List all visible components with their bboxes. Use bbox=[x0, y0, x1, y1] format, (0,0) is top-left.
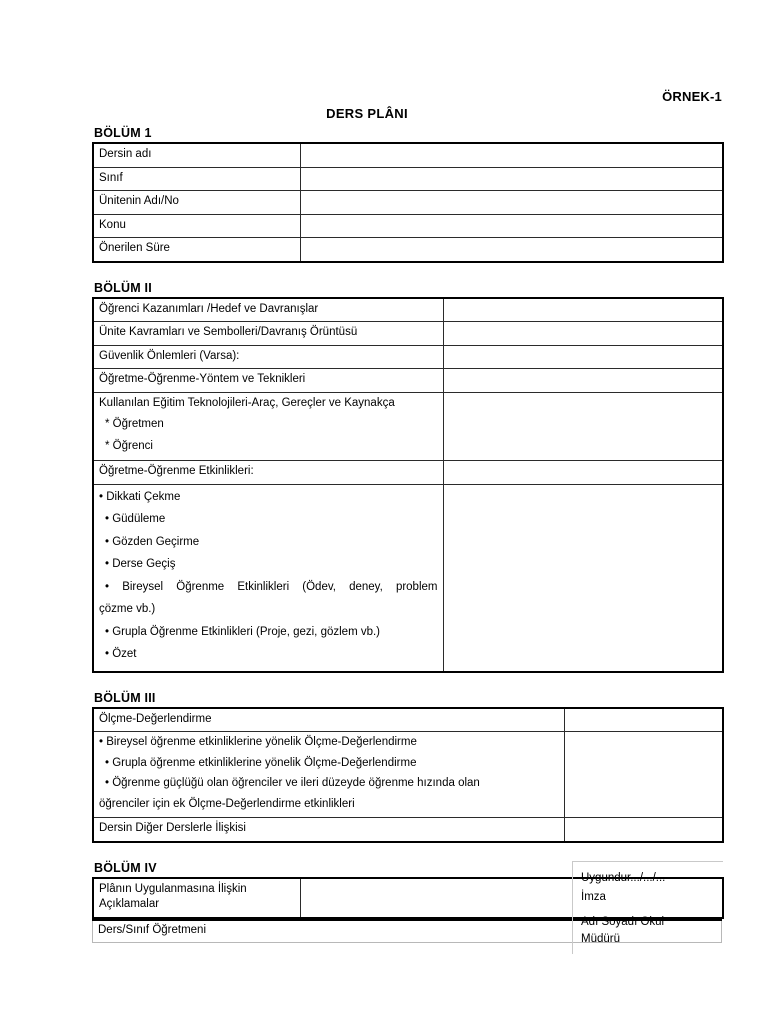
planin-uygulanmasi-line2: Açıklamalar bbox=[99, 898, 160, 911]
assessment-item-bireysel: • Bireysel öğrenme etkinliklerine yönelik Ölçme-Değerlendirme bbox=[99, 736, 417, 749]
field-label-dersin-adi: Dersin adı bbox=[93, 143, 300, 167]
field-label-dersin-diger-derslerle-iliskisi: Dersin Diğer Derslerle İlişkisi bbox=[93, 818, 564, 842]
field-label-onerilen-sure: Önerilen Süre bbox=[93, 238, 300, 262]
table-row bbox=[93, 461, 723, 485]
section-label-bolum-1 bbox=[94, 126, 722, 140]
approval-title-line: Müdürü bbox=[581, 933, 620, 946]
table-row bbox=[93, 298, 723, 322]
field-label-planin-uygulanmasina-iliskin-aciklamalar bbox=[93, 878, 300, 918]
field-value-yontem-ve-teknikleri[interactable] bbox=[443, 369, 723, 393]
approval-name-line: Adı Soyadı Okul bbox=[581, 916, 665, 929]
activity-item-gudueleme: • Güdüleme bbox=[105, 513, 166, 526]
activity-item-bireysel-ogrenme-line1: • Bireysel Öğrenme Etkinlikleri (Ödev, deney, problem bbox=[105, 580, 438, 593]
field-label-konu: Konu bbox=[93, 214, 300, 238]
section-4-word: BÖLÜM bbox=[94, 860, 141, 875]
field-value-dersin-diger-derslerle-iliskisi[interactable] bbox=[564, 818, 723, 842]
table-row bbox=[93, 322, 723, 346]
approval-signature-block bbox=[572, 861, 723, 954]
section-2-number: II bbox=[144, 280, 152, 295]
section-3-table bbox=[92, 707, 724, 843]
field-label-ogrenci-kazanimlari: Öğrenci Kazanımları /Hedef ve Davranışlar bbox=[93, 298, 443, 322]
table-row bbox=[93, 392, 723, 461]
field-label-guvenlik-onlemleri: Güvenlik Önlemleri (Varsa): bbox=[93, 345, 443, 369]
table-row bbox=[93, 369, 723, 393]
section-3-number: III bbox=[144, 690, 156, 705]
document-header bbox=[92, 80, 722, 126]
field-value-unite-kavramlari[interactable] bbox=[443, 322, 723, 346]
section-label-bolum-2 bbox=[94, 281, 722, 295]
field-label-egitim-teknolojileri bbox=[93, 392, 443, 461]
document-content bbox=[92, 80, 722, 946]
sample-number-label: ÖRNEK-1 bbox=[662, 89, 722, 104]
section-2-word: BÖLÜM bbox=[94, 280, 141, 295]
table-row bbox=[93, 484, 723, 672]
planin-uygulanmasi-line1: Plânın Uygulanmasına İlişkin bbox=[99, 882, 247, 895]
table-row bbox=[93, 167, 723, 191]
field-label-unite-kavramlari: Ünite Kavramları ve Sembolleri/Davranış Örüntüsü bbox=[93, 322, 443, 346]
field-value-olcme-degerlendirme[interactable] bbox=[564, 708, 723, 732]
activity-item-bireysel-ogrenme-line2: çözme vb.) bbox=[99, 603, 156, 616]
table-row bbox=[93, 345, 723, 369]
field-value-sinif[interactable] bbox=[300, 167, 723, 191]
field-value-dersin-adi[interactable] bbox=[300, 143, 723, 167]
activity-item-grupla-ogrenme: • Grupla Öğrenme Etkinlikleri (Proje, gezi, gözlem vb.) bbox=[105, 625, 381, 638]
field-value-onerilen-sure[interactable] bbox=[300, 238, 723, 262]
assessment-item-ogrenme-guclugu: • Öğrenme güçlüğü olan öğrenciler ve ileri düzeyde öğrenme hızında olan bbox=[105, 777, 480, 790]
activity-item-dikkati-cekme: • Dikkati Çekme bbox=[99, 490, 181, 503]
table-row bbox=[93, 238, 723, 262]
field-value-activities-list[interactable] bbox=[443, 484, 723, 672]
section-2-table bbox=[92, 297, 724, 673]
approval-signature-label: İmza bbox=[581, 891, 606, 904]
field-value-unitenin-adi-no[interactable] bbox=[300, 191, 723, 215]
field-label-ders-sinif-ogretmeni: Ders/Sınıf Öğretmeni bbox=[93, 920, 722, 943]
activities-list bbox=[93, 484, 443, 672]
egitim-teknolojileri-item-ogretmen: * Öğretmen bbox=[105, 418, 164, 431]
section-1-word: BÖLÜM bbox=[94, 126, 141, 140]
field-value-egitim-teknolojileri[interactable] bbox=[443, 392, 723, 461]
field-value-konu[interactable] bbox=[300, 214, 723, 238]
activity-item-gozden-gecirme: • Gözden Geçirme bbox=[105, 535, 200, 548]
spacer bbox=[92, 673, 722, 691]
field-value-ogrenci-kazanimlari[interactable] bbox=[443, 298, 723, 322]
section-3-word: BÖLÜM bbox=[94, 690, 141, 705]
section-label-bolum-3 bbox=[94, 691, 722, 705]
field-label-olcme-degerlendirme: Ölçme-Değerlendirme bbox=[93, 708, 564, 732]
activity-item-ozet: • Özet bbox=[105, 648, 137, 661]
field-value-ogretme-ogrenme-etkinlikleri[interactable] bbox=[443, 461, 723, 485]
table-row bbox=[93, 143, 723, 167]
assessment-item-ogrenme-guclugu-line2: öğrenciler için ek Ölçme-Değerlendirme etkinlikleri bbox=[99, 797, 355, 810]
activity-item-bireysel-ogrenme bbox=[99, 580, 438, 596]
table-row bbox=[93, 818, 723, 842]
field-label-ogretme-ogrenme-etkinlikleri: Öğretme-Öğrenme Etkinlikleri: bbox=[93, 461, 443, 485]
approval-date-line: Uygundur.../.../... bbox=[581, 872, 666, 884]
assessment-list bbox=[93, 732, 564, 818]
egitim-teknolojileri-title: Kullanılan Eğitim Teknolojileri-Araç, Gereçler ve Kaynakça bbox=[99, 396, 395, 409]
spacer bbox=[92, 263, 722, 281]
section-4-number: IV bbox=[144, 860, 157, 875]
page-title: DERS PLÂNI bbox=[326, 106, 408, 121]
section-1-number: 1 bbox=[144, 126, 152, 140]
field-label-unitenin-adi-no: Ünitenin Adı/No bbox=[93, 191, 300, 215]
field-label-yontem-ve-teknikleri: Öğretme-Öğrenme-Yöntem ve Teknikleri bbox=[93, 369, 443, 393]
spacer bbox=[92, 843, 722, 861]
field-value-guvenlik-onlemleri[interactable] bbox=[443, 345, 723, 369]
activity-item-derse-gecis: • Derse Geçiş bbox=[105, 558, 176, 571]
assessment-item-grupla: • Grupla öğrenme etkinliklerine yönelik Ölçme-Değerlendirme bbox=[105, 756, 417, 769]
field-label-sinif: Sınıf bbox=[93, 167, 300, 191]
section-1-table bbox=[92, 142, 724, 263]
table-row bbox=[93, 708, 723, 732]
table-row bbox=[93, 732, 723, 818]
table-row bbox=[93, 214, 723, 238]
field-value-assessment-list[interactable] bbox=[564, 732, 723, 818]
table-row bbox=[93, 191, 723, 215]
egitim-teknolojileri-item-ogrenci: * Öğrenci bbox=[105, 439, 153, 452]
